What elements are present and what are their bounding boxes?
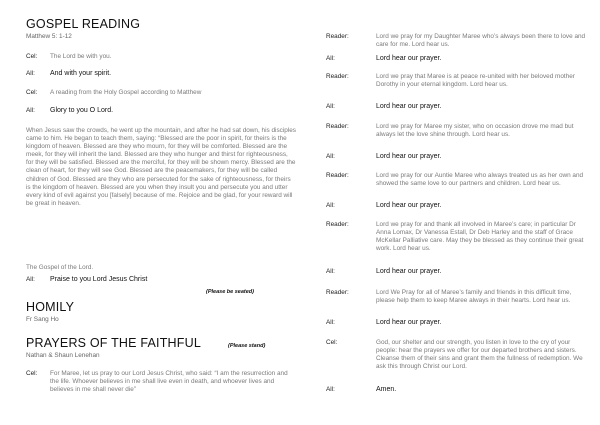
gospel-closing: The Gospel of the Lord. xyxy=(26,264,94,271)
role-label: All: xyxy=(326,103,335,110)
response-text: Praise to you Lord Jesus Christ xyxy=(50,276,148,283)
role-label: Cel: xyxy=(26,370,38,377)
gospel-line xyxy=(26,89,298,97)
homily-title: HOMILY xyxy=(26,300,75,314)
all-response xyxy=(326,319,588,327)
role-label: Reader: xyxy=(326,221,349,228)
response-text: Lord hear our prayer. xyxy=(376,319,442,326)
all-response xyxy=(326,202,588,210)
gospel-reference: Matthew 5: 1-12 xyxy=(26,33,72,40)
gospel-line xyxy=(26,107,298,115)
reader-prayer xyxy=(326,221,588,253)
role-label: Cel: xyxy=(326,339,338,346)
prayers-title: PRAYERS OF THE FAITHFUL xyxy=(26,336,201,350)
gospel-line xyxy=(26,53,298,61)
reader-prayer xyxy=(326,33,588,49)
role-label: All: xyxy=(26,107,35,114)
prayers-intro xyxy=(26,370,298,394)
response-text: Lord hear our prayer. xyxy=(376,55,442,62)
role-label: Reader: xyxy=(326,73,349,80)
role-label: All: xyxy=(326,268,335,275)
all-response xyxy=(326,55,588,63)
all-response xyxy=(326,268,588,276)
line-text: The Lord be with you. xyxy=(50,53,112,60)
amen-text: Amen. xyxy=(376,386,397,393)
prayer-text: Lord we pray for our Auntie Maree who always treated us as her own and showed the same love to our partners and children. Lord hear us. xyxy=(376,172,584,187)
role-label: All: xyxy=(326,386,335,393)
response-text: Lord hear our prayer. xyxy=(376,103,442,110)
role-label: Reader: xyxy=(326,172,349,179)
response-text: Lord hear our prayer. xyxy=(376,202,442,209)
seated-note: (Please be seated) xyxy=(206,289,254,295)
celebrant-prayer xyxy=(326,339,588,371)
role-label: Reader: xyxy=(326,123,349,130)
final-prayer-text: God, our shelter and our strength, you listen in love to the cry of your people: hear the prayers we offer for our departed brothers and sisters. Cleanse them of their sins and grant them the fullness of redemption. We ask this through Christ our Lord. xyxy=(376,339,583,370)
reader-prayer xyxy=(326,172,588,188)
gospel-title: GOSPEL READING xyxy=(26,17,141,31)
line-text: And with your spirit. xyxy=(50,70,112,77)
reader-prayer xyxy=(326,289,588,305)
role-label: All: xyxy=(326,153,335,160)
prayer-text: Lord we pray for and thank all involved in Maree’s care; in particular Dr Anna Lomax, Dr Vanessa Estall, Dr Deb Harley and the staff of Grace McKellar Palliative care. May they be blessed as they continue their great work. Lord hear us. xyxy=(376,221,584,252)
role-label: All: xyxy=(326,55,335,62)
gospel-body: When Jesus saw the crowds, he went up the mountain, and after he had sat down, his disciples came to him. He began to teach them, saying: “Blessed are the poor in spirit, for theirs is the kingdom of heaven. Blessed are they who mourn, for they will be comforted. Blessed are the meek, for they will inherit the land. Blessed are they who hunger and thirst for righteousness, for they will be satisfied. Blessed are the merciful, for they will be shown mercy. Blessed are the clean of heart, for they will see God. Blessed are the peacemakers, for they will be called children of God. Blessed are they who are persecuted for the sake of righteousness, for theirs is the kingdom of heaven. Blessed are you when they insult you and persecute you and utter every kind of evil against you [falsely] because of me. Rejoice and be glad, for your reward will be great in heaven. xyxy=(26,127,296,207)
homily-by: Fr Sang Ho xyxy=(26,316,59,323)
line-text: Glory to you O Lord. xyxy=(50,107,114,114)
reader-prayer xyxy=(326,123,588,139)
prayer-text: Lord We Pray for all of Maree’s family and friends in this difficult time, please help them to keep Maree always in their hearts. Lord hear us. xyxy=(376,289,572,304)
prayer-text: Lord we pray that Maree is at peace re-united with her beloved mother Dorothy in your eternal kingdom. Lord hear us. xyxy=(376,73,575,88)
role-label: Cel: xyxy=(26,53,38,60)
all-response xyxy=(326,103,588,111)
prayer-text: Lord we pray for Maree my sister, who on occasion drove me mad but always let the love shine through. Lord hear us. xyxy=(376,123,574,138)
prayer-text: Lord we pray for my Daughter Maree who’s always been there to love and care for me. Lord hear us. xyxy=(376,33,586,48)
role-label: Reader: xyxy=(326,33,349,40)
intro-text: For Maree, let us pray to our Lord Jesus Christ, who said: “I am the resurrection and the life. Whoever believes in me shall live even in death, and whoever lives and believes in me shall never die” xyxy=(50,370,288,393)
line-text: A reading from the Holy Gospel according to Matthew xyxy=(50,89,202,96)
reader-prayer xyxy=(326,73,588,89)
stand-note: (Please stand) xyxy=(228,343,266,349)
response-text: Lord hear our prayer. xyxy=(376,268,442,275)
role-label: Cel: xyxy=(26,89,38,96)
role-label: Reader: xyxy=(326,289,349,296)
gospel-line xyxy=(26,70,298,78)
role-label: All: xyxy=(26,70,35,77)
response-text: Lord hear our prayer. xyxy=(376,153,442,160)
amen-response xyxy=(326,386,588,394)
prayers-by: Nathan & Shaun Lenehan xyxy=(26,352,100,359)
role-label: All: xyxy=(326,202,335,209)
role-label: All: xyxy=(26,276,35,283)
role-label: All: xyxy=(326,319,335,326)
all-response xyxy=(326,153,588,161)
gospel-response xyxy=(26,276,298,284)
